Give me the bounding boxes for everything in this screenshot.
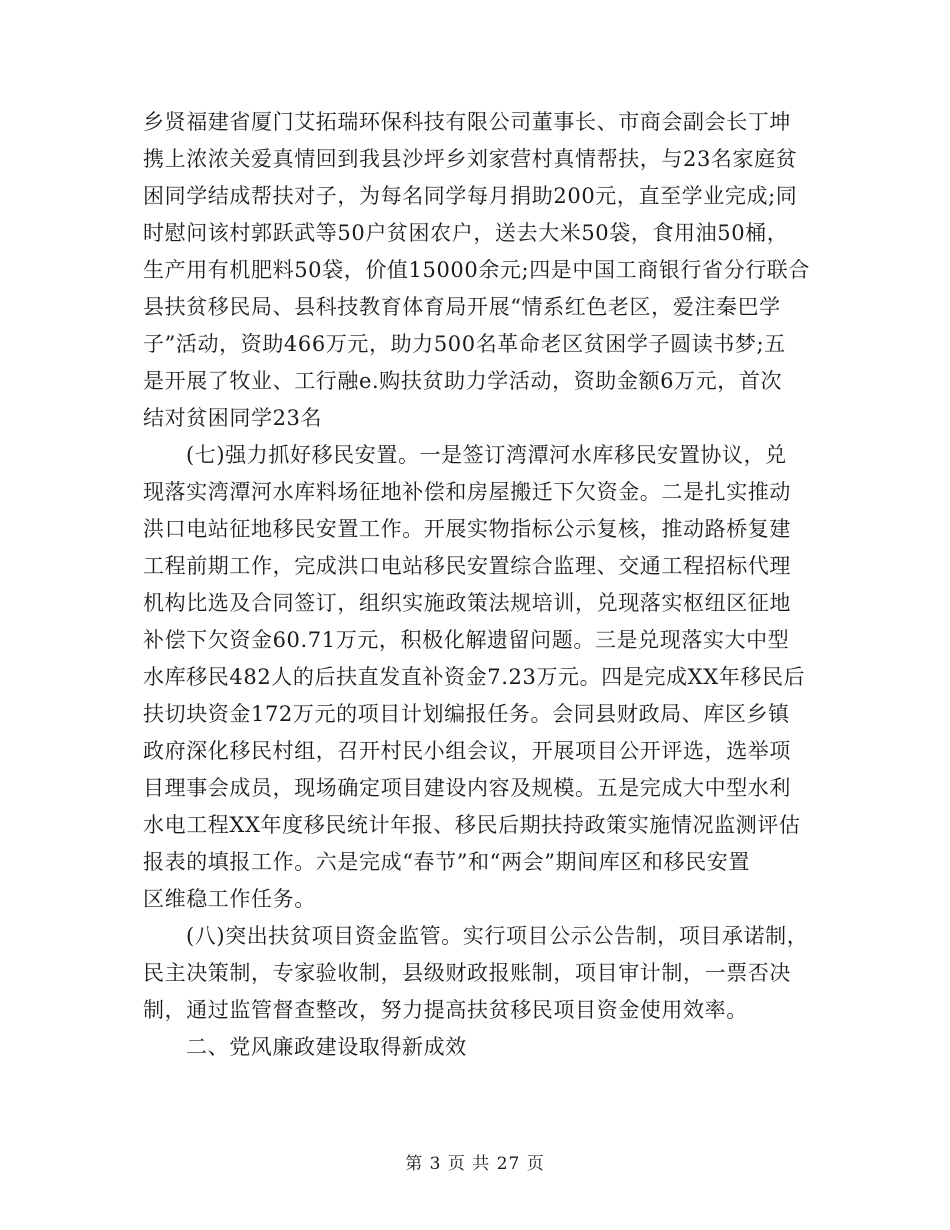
text-line: 县扶贫移民局、县科技教育体育局开展“情系红色老区，爱注秦巴学 bbox=[143, 295, 781, 319]
text-line: 洪口电站征地移民安置工作。开展实物指标公示复核，推动路桥复建 bbox=[143, 517, 791, 541]
paragraph-p3-fund-supervision bbox=[143, 918, 813, 1029]
text-line: 区维稳工作任务。 bbox=[143, 887, 316, 911]
text-line: 结对贫困同学23名 bbox=[143, 406, 323, 430]
text-line: 现落实湾潭河水库料场征地补偿和房屋搬迁下欠资金。二是扎实推动 bbox=[143, 480, 791, 504]
page-footer: 第 3 页 共 27 页 bbox=[405, 1154, 545, 1174]
text-line: 扶切块资金172万元的项目计划编报任务。会同县财政局、库区乡镇 bbox=[143, 702, 790, 726]
paragraph-p4-heading bbox=[143, 1029, 813, 1066]
text-line: 困同学结成帮扶对子，为每名同学每月捐助200元，直至学业完成;同 bbox=[143, 184, 798, 208]
text-line: (八)突出扶贫项目资金监管。实行项目公示公告制，项目承诺制， bbox=[186, 924, 809, 948]
text-line: 子”活动，资助466万元，助力500名革命老区贫困学子圆读书梦;五 bbox=[143, 332, 786, 356]
text-line: 目理事会成员，现场确定项目建设内容及规模。五是完成大中型水利 bbox=[143, 776, 791, 800]
text-line: 政府深化移民村组，召开村民小组会议，开展项目公开评选，选举项 bbox=[143, 739, 791, 763]
text-line: 乡贤福建省厦门艾拓瑞环保科技有限公司董事长、市商会副会长丁坤 bbox=[143, 110, 791, 134]
text-line: 水电工程XX年度移民统计年报、移民后期扶持政策实施情况监测评估 bbox=[143, 813, 801, 837]
document-body bbox=[143, 104, 813, 1066]
text-line: 是开展了牧业、工行融e.购扶贫助力学活动，资助金额6万元，首次 bbox=[143, 369, 783, 393]
text-line: 工程前期工作，完成洪口电站移民安置综合监理、交通工程招标代理 bbox=[143, 554, 791, 578]
text-line: 补偿下欠资金60.71万元，积极化解遗留问题。三是兑现落实大中型 bbox=[143, 628, 790, 652]
text-line: 时慰问该村郭跃武等50户贫困农户，送去大米50袋，食用油50桶， bbox=[143, 221, 789, 245]
paragraph-p1-continuation bbox=[143, 104, 813, 437]
text-line: 二、党风廉政建设取得新成效 bbox=[186, 1035, 467, 1059]
text-line: 报表的填报工作。六是完成“春节”和“两会”期间库区和移民安置 bbox=[143, 850, 750, 874]
text-line: 机构比选及合同签订，组织实施政策法规培训，兑现落实枢纽区征地 bbox=[143, 591, 791, 615]
text-line: 生产用有机肥料50袋，价值15000余元;四是中国工商银行省分行联合 bbox=[143, 258, 810, 282]
paragraph-p2-resettlement bbox=[143, 437, 813, 918]
text-line: 制，通过监管督查整改，努力提高扶贫移民项目资金使用效率。 bbox=[143, 998, 748, 1022]
text-line: (七)强力抓好移民安置。一是签订湾潭河水库移民安置协议，兑 bbox=[186, 443, 787, 467]
text-line: 水库移民482人的后扶直发直补资金7.23万元。四是完成XX年移民后 bbox=[143, 665, 806, 689]
text-line: 民主决策制，专家验收制，县级财政报账制，项目审计制，一票否决 bbox=[143, 961, 791, 985]
text-line: 携上浓浓关爱真情回到我县沙坪乡刘家营村真情帮扶，与23名家庭贫 bbox=[143, 147, 798, 171]
